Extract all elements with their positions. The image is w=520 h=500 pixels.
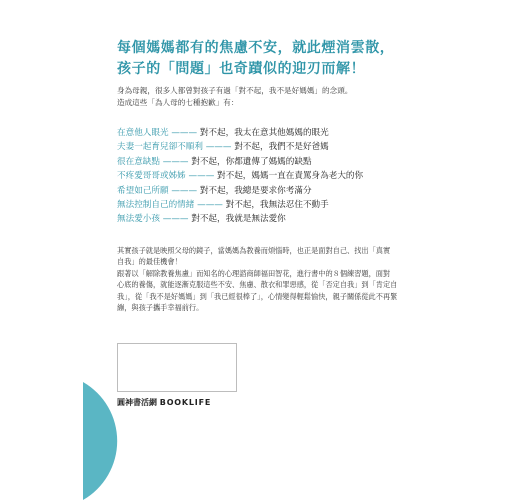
apology-dash: ——— [197, 200, 223, 211]
apology-row [117, 140, 447, 154]
headline-line-1: 每個媽媽都有的焦慮不安，就此煙消雲散， [117, 40, 395, 56]
description-line-2: 自我」的最佳機會！ [117, 257, 182, 267]
description-line-6: 繃，與孩子攜手幸福前行。 [117, 303, 204, 313]
apology-reply: 對不起，媽媽一直在責罵身為老大的你 [217, 171, 364, 182]
seven-apologies-list [117, 126, 447, 227]
headline-line-2: 孩子的「問題」也奇蹟似的迎刃而解！ [117, 61, 366, 77]
apology-row [117, 169, 447, 183]
apology-reply: 對不起，我無法忍住不動手 [225, 200, 329, 211]
barcode-placeholder-box [117, 343, 237, 392]
description-paragraph [117, 245, 432, 313]
apology-cause: 希望如己所願 [117, 185, 169, 196]
apology-row [117, 198, 447, 212]
apology-dash: ——— [188, 171, 215, 182]
apology-row [117, 155, 447, 169]
description-line-4: 心底的養傷，就能逐漸克服這些不安、焦慮、散衣和罪惡感，從「否定自我」到「肯定自 [117, 280, 398, 290]
description-line-5: 我」，從「我不是好媽媽」到「我已經很棒了」，心情變得輕鬆愉快，親子關係從此不再緊 [117, 291, 398, 301]
intro-line-2: 造成這些「為人母的七種抱歉」有： [117, 98, 239, 107]
apology-dash: ——— [171, 185, 198, 196]
apology-dash: ——— [205, 142, 232, 153]
publisher-name: 圓神書活網 [117, 398, 157, 407]
apology-reply: 對不起，我太在意其他媽媽的眼光 [199, 128, 329, 138]
apology-row [117, 126, 447, 140]
headline [117, 38, 477, 80]
apology-row [117, 184, 447, 198]
apology-dash: ——— [162, 214, 189, 225]
intro-line-1: 身為母親，很多人都曾對孩子有過「對不起，我不是好媽媽」的念頭。 [117, 86, 353, 95]
publisher-brand: BOOKLIFE [159, 398, 212, 407]
apology-dash: ——— [162, 156, 189, 167]
apology-reply: 對不起，你都遺傳了媽媽的缺點 [191, 156, 312, 167]
description-line-1: 其實孩子就是映照父母的鏡子，當媽媽為教養而煩惱時，也正是面對自己、找出「真實 [117, 246, 391, 255]
description-line-3: 跟著以「解除教養焦慮」而知名的心理諮商師福田智花，進行書中的８個練習題，面對 [117, 268, 391, 278]
apology-row [117, 212, 447, 226]
teal-semicircle-shape [83, 382, 117, 500]
apology-cause: 夫妻一起育兒卻不順利 [117, 142, 203, 153]
apology-cause: 很在意缺點 [117, 156, 160, 167]
apology-cause: 在意他人眼光 [117, 128, 169, 138]
apology-cause: 無法控制自己的情緒 [117, 200, 195, 211]
apology-cause: 不疼愛哥哥或姊姊 [117, 171, 186, 182]
intro-paragraph [117, 85, 447, 109]
apology-cause: 無法愛小孩 [117, 214, 160, 225]
apology-reply: 對不起，我們不是好爸媽 [234, 142, 329, 153]
apology-reply: 對不起，我就是無法愛你 [191, 214, 286, 225]
apology-reply: 對不起，我總是要求你考滿分 [199, 185, 312, 196]
apology-dash: ——— [171, 128, 198, 138]
publisher-logo [117, 397, 211, 408]
